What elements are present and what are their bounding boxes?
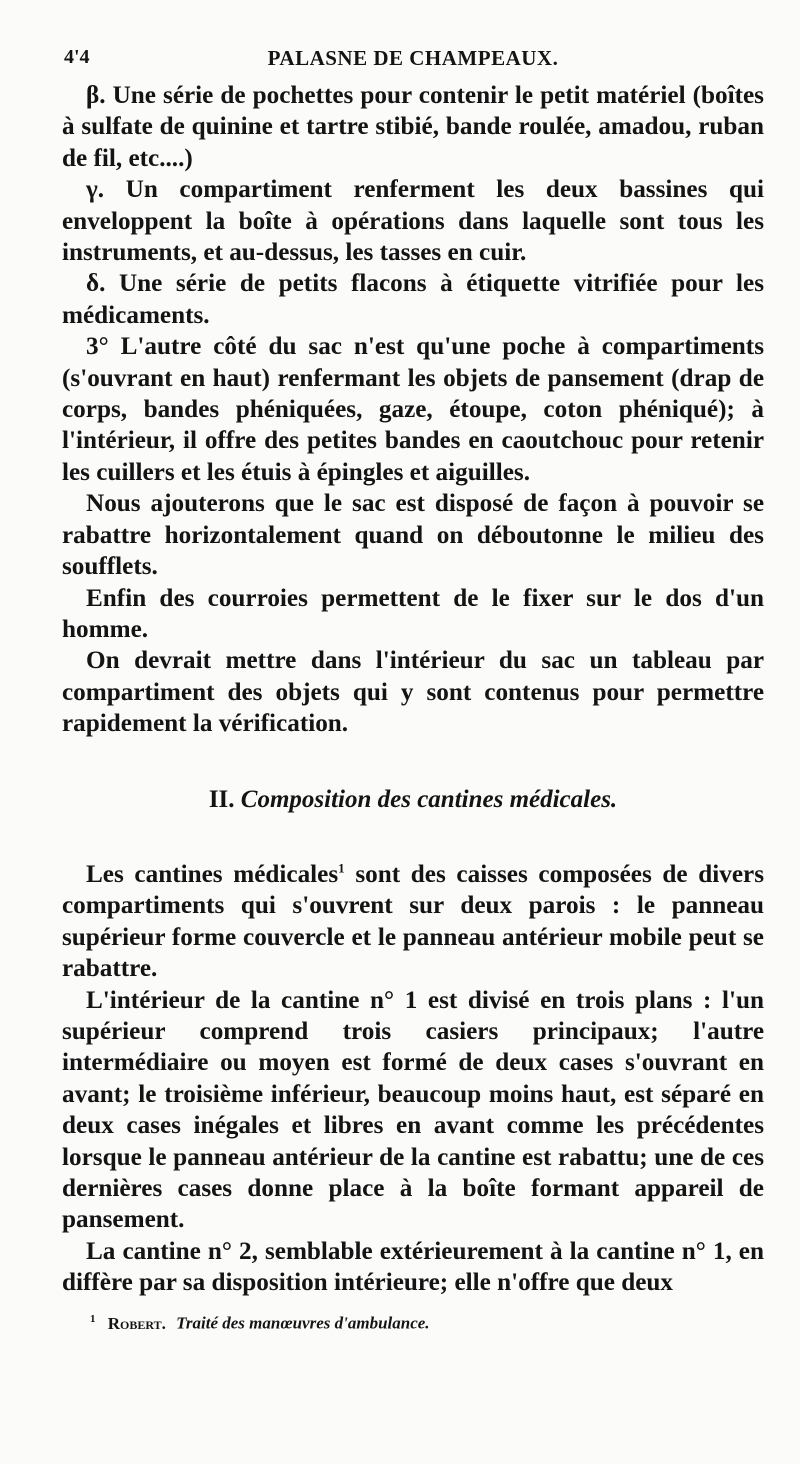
- footnote-mark: 1: [90, 1313, 96, 1325]
- paragraph-third-side: 3° L'autre côté du sac n'est qu'une poche à compartiments (s'ouvrant en haut) renfermant les objets de pansement (drap de corps, bandes phéniquées, gaze, étoupe, coton phéniqué); à l'intérieur, il offre des petites bandes en caoutchouc pour retenir les cuillers et les étuis à épingles et aiguilles.: [62, 333, 764, 486]
- body-text: [62, 80, 764, 1299]
- cantines-intro-start: Les cantines médicales: [86, 860, 339, 888]
- footnote-author: Robert.: [107, 1313, 166, 1333]
- paragraph-courroies: Enfin des courroies permettent de le fixer sur le dos d'un homme.: [62, 584, 764, 643]
- section-title: Composition des cantines médicales.: [240, 785, 618, 813]
- footnote: [90, 1313, 770, 1334]
- paragraph-cantines-intro: [62, 859, 764, 985]
- footnote-reference[interactable]: 1: [338, 860, 345, 876]
- paragraph-gamma: γ. Un compartiment renferment les deux bassines qui enveloppent la boîte à opérations dans laquelle sont tous les instruments, et au-dessus, les tasses en cuir.: [62, 176, 764, 267]
- paragraph-cantine-2: La cantine n° 2, semblable extérieurement à la cantine n° 1, en diffère par sa disposition intérieure; elle n'offre que deux: [62, 1237, 764, 1297]
- paragraph-delta: δ. Une série de petits flacons à étiquette vitrifiée pour les médicaments.: [62, 270, 764, 329]
- footnote-title: Traité des manœuvres d'ambulance.: [176, 1313, 430, 1333]
- paragraph-cantine-1: L'intérieur de la cantine n° 1 est divisé en trois plans : l'un supérieur comprend trois casiers principaux; l'autre intermédiaire ou moyen est formé de deux cases s'ouvrant en avant; le troisième inférieur, beaucoup moins haut, est séparé en deux cases inégales et libres en avant comme les précédentes lorsque le panneau antérieur de la cantine est rabattu; une de ces dernières cases donne place à la boîte formant appareil de pansement.: [62, 986, 764, 1234]
- section-number: II.: [208, 785, 235, 813]
- page-number: 4'4: [64, 46, 90, 68]
- section-heading: [62, 784, 764, 815]
- paragraph-tableau: On devrait mettre dans l'intérieur du sac un tableau par compartiment des objets qui y sont contenus pour permettre rapidement la vérification.: [62, 647, 764, 738]
- paragraph-sac-rabattre: Nous ajouterons que le sac est disposé de façon à pouvoir se rabattre horizontalement quand on déboutonne le milieu des soufflets.: [62, 490, 764, 581]
- paragraph-beta: β. Une série de pochettes pour contenir le petit matériel (boîtes à sulfate de quinine et tartre stibié, bande roulée, amadou, ruban de fil, etc....): [62, 82, 764, 172]
- cantines-intro-rest: sont des caisses composées de divers compartiments qui s'ouvrent sur deux parois : le panneau supérieur forme couvercle et le panneau antérieur mobile peut se rabattre.: [62, 860, 765, 983]
- running-head: PALASNE DE CHAMPEAUX.: [267, 46, 559, 70]
- page-header: [64, 44, 762, 74]
